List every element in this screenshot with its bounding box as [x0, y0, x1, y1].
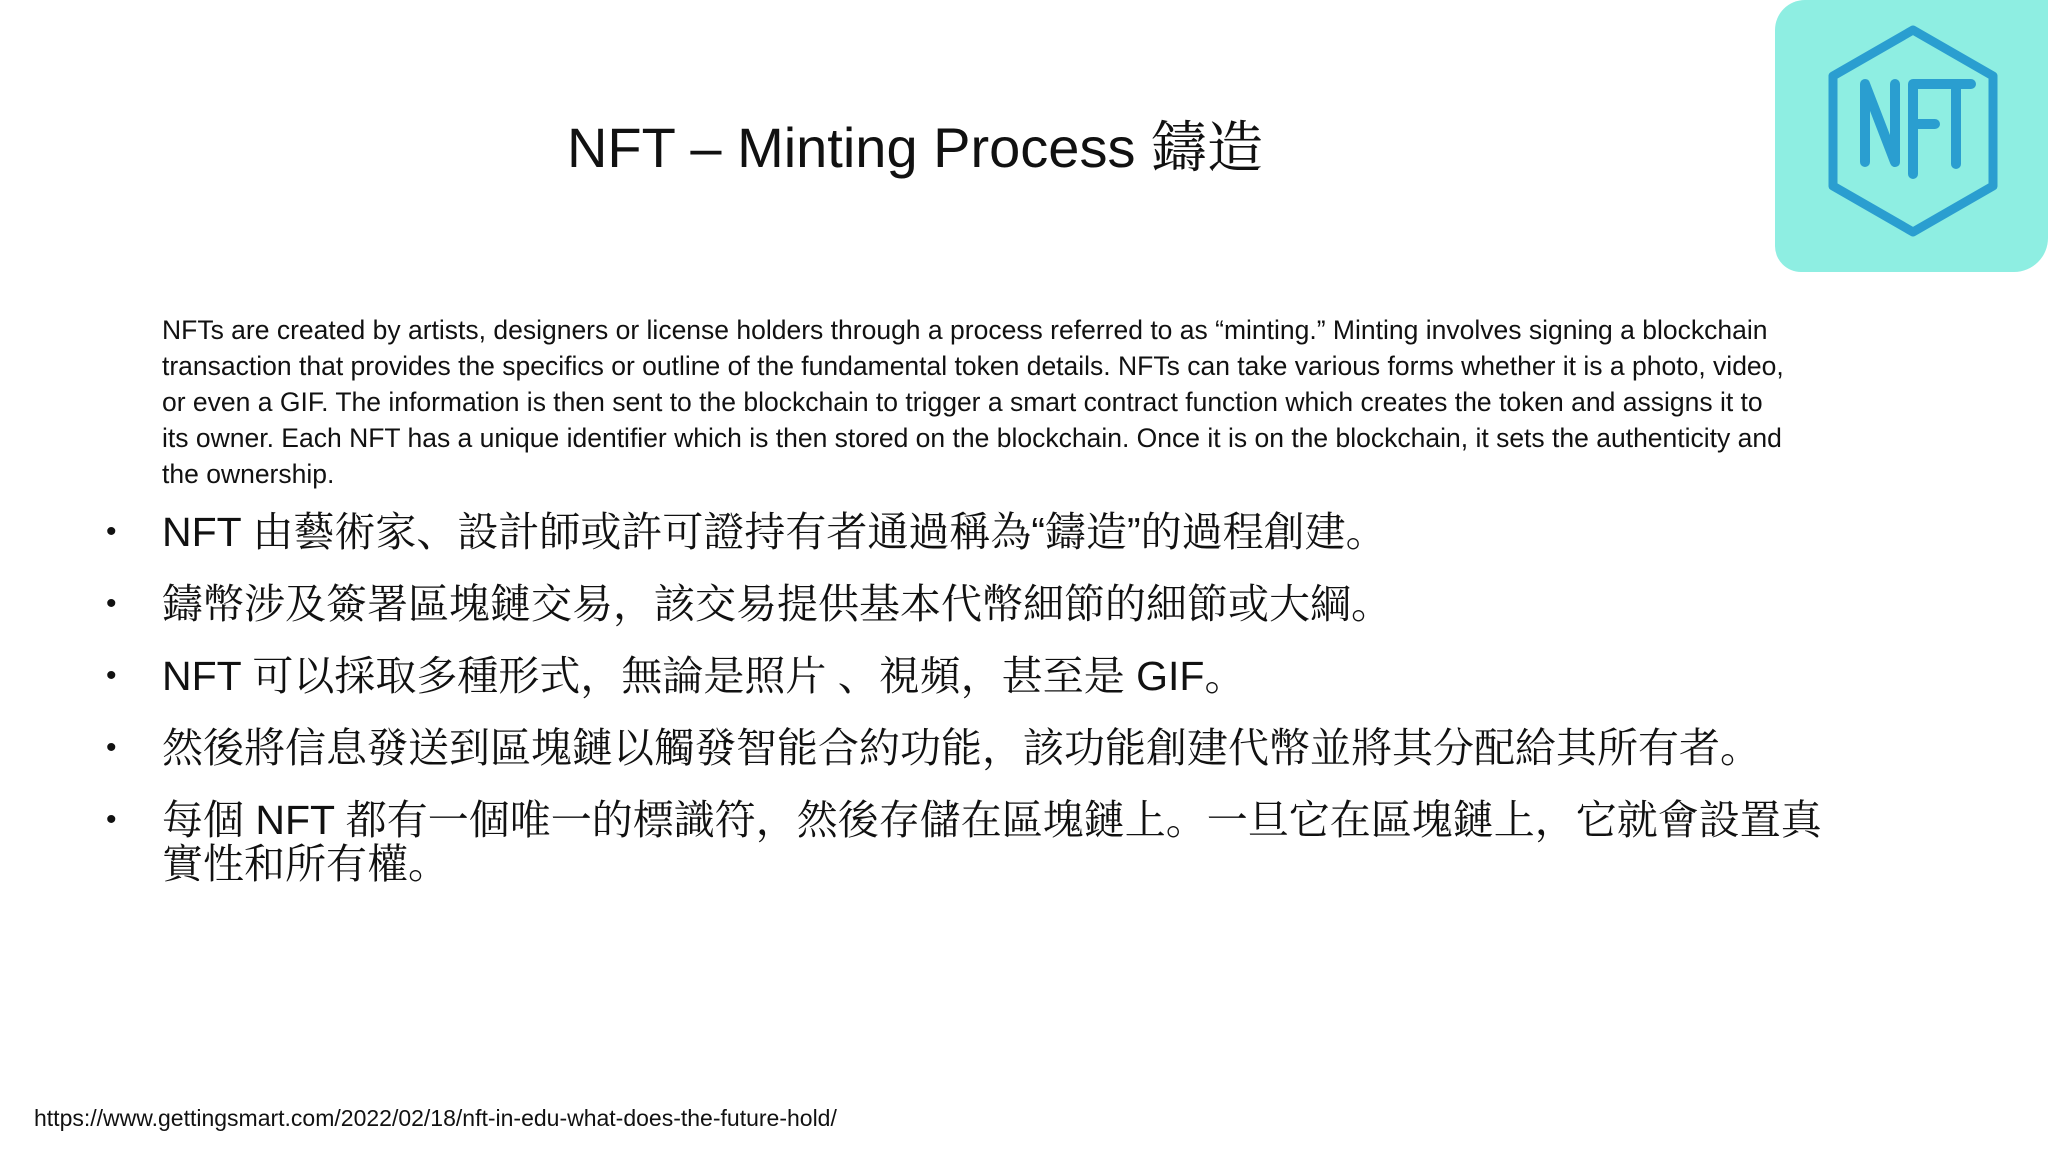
bullet-text: NFT 可以採取多種形式，無論是照片 、視頻，甚至是 GIF。 — [162, 653, 1246, 699]
bullet-dot: • — [106, 587, 117, 620]
bullet-text: 然後將信息發送到區塊鏈以觸發智能合約功能，該功能創建代幣並將其分配給其所有者。 — [162, 725, 1761, 771]
bullet-dot: • — [106, 515, 117, 548]
bullet-dot: • — [106, 731, 117, 764]
slide-title: NFT – Minting Process 鑄造 — [566, 116, 1264, 179]
intro-paragraph: NFTs are created by artists, designers or license holders through a process referred to as “minting.” Minting involves signing a blockchain transaction that provides the specifics or outline of the fundamental token details. NFTs can take various forms whether it is a photo, video, or even a GIF. The information is then sent to the blockchain to trigger a smart contract function which creates the token and assigns it to its owner. Each NFT has a unique identifier which is then stored on the blockchain. Once it is on the blockchain, it sets the authenticity and the ownership. — [162, 315, 1784, 489]
bullet-list — [100, 510, 1840, 914]
bullet-item — [100, 582, 1840, 626]
bullet-item — [100, 510, 1840, 554]
nft-hexagon-logo-icon — [1825, 24, 2001, 238]
bullet-item — [100, 726, 1840, 770]
bullet-text: 鑄幣涉及簽署區塊鏈交易，該交易提供基本代幣細節的細節或大綱。 — [162, 581, 1392, 627]
bullet-text: NFT 由藝術家、設計師或許可證持有者通過稱為“鑄造”的過程創建。 — [162, 509, 1387, 555]
bullet-item — [100, 654, 1840, 698]
source-link[interactable]: https://www.gettingsmart.com/2022/02/18/nft-in-edu-what-does-the-future-hold/ — [34, 1105, 837, 1131]
bullet-dot: • — [106, 803, 117, 836]
bullet-text: 每個 NFT 都有一個唯一的標識符，然後存儲在區塊鏈上。一旦它在區塊鏈上，它就會設置真實性和所有權。 — [162, 797, 1822, 887]
bullet-dot: • — [106, 659, 117, 692]
bullet-item — [100, 798, 1840, 886]
